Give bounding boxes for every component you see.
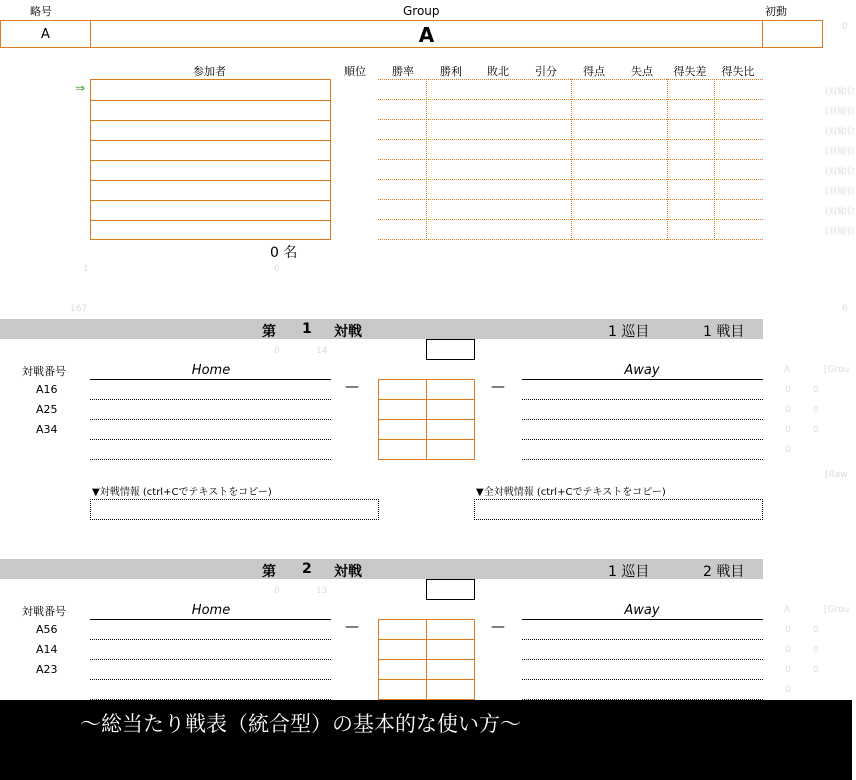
home-slot[interactable] [90, 399, 331, 400]
home-slot[interactable] [90, 419, 331, 420]
score-grid [378, 379, 475, 460]
match-header [0, 559, 763, 579]
faint-side: (対順位 [825, 227, 856, 237]
faint-num: 0 [842, 22, 848, 32]
faint-num: 1 [83, 264, 89, 274]
participant-slot[interactable] [91, 220, 330, 240]
match-code: A16 [36, 383, 58, 396]
faint-side: (対順位 [825, 147, 856, 157]
away-label: Away [624, 603, 660, 618]
match-no-label: 対戦番号 [22, 365, 66, 378]
faint-num: 0 [785, 645, 791, 655]
faint-num: 0 [785, 445, 791, 455]
match-code: A25 [36, 403, 58, 416]
all-match-info-box[interactable] [474, 499, 763, 520]
match-count-text: 1 戦目 [703, 324, 745, 340]
home-slot[interactable] [90, 639, 331, 640]
participants-title: 参加者 [193, 65, 226, 78]
participant-count: 0 名 [270, 245, 298, 261]
away-slot[interactable] [522, 439, 763, 440]
col-wins: 勝利 [440, 65, 462, 78]
participant-slot[interactable] [91, 180, 330, 201]
home-label: Home [191, 603, 231, 618]
faint-num: 0 [785, 625, 791, 635]
group-label: Group [403, 4, 440, 18]
match-header [0, 319, 763, 339]
match-status-cell[interactable] [426, 579, 475, 600]
faint-num: 0 [274, 586, 280, 596]
home-slot[interactable] [90, 459, 331, 460]
away-slot[interactable] [522, 399, 763, 400]
faint-letter: A [784, 605, 791, 615]
participant-slot[interactable] [91, 200, 330, 221]
match-no-label: 対戦番号 [22, 605, 66, 618]
faint-num: 0 [813, 665, 819, 675]
faint-side: (対順位 [825, 87, 856, 97]
faint-side: (対順位 [825, 187, 856, 197]
participant-slot[interactable] [91, 140, 330, 161]
vs-dash: — [345, 379, 359, 395]
col-ratio: 得失比 [721, 65, 755, 78]
pointer-arrow-icon: ⇒ [75, 81, 86, 95]
faint-side: (対順位 [825, 107, 856, 117]
faint-num: 13 [316, 586, 328, 596]
faint-num: 0 [813, 625, 819, 635]
away-label: Away [624, 363, 660, 378]
faint-num: 0 [813, 425, 819, 435]
faint-num: 6 [842, 304, 848, 314]
home-label: Home [191, 363, 231, 378]
score-grid [378, 619, 475, 700]
abbr-cell[interactable] [0, 20, 91, 48]
match-count-text: 2 戦目 [703, 564, 745, 580]
col-points-against: 失点 [631, 65, 653, 78]
initial-label: 初動 [765, 5, 787, 18]
match-suffix: 対戦 [334, 564, 362, 580]
all-match-info-label: ▼全対戦情報 (ctrl+Cでテキストをコピー) [476, 487, 666, 498]
round-text: 1 巡目 [608, 564, 650, 580]
faint-num: 0 [785, 385, 791, 395]
home-slot[interactable] [90, 439, 331, 440]
faint-num: 167 [70, 304, 88, 314]
faint-num: 14 [316, 346, 328, 356]
match-code: A23 [36, 663, 58, 676]
match-number: 1 [302, 321, 312, 337]
col-diff: 得失差 [673, 65, 707, 78]
match-info-box[interactable] [90, 499, 379, 520]
match-code: A14 [36, 643, 58, 656]
faint-side: (対順位 [825, 207, 856, 217]
round-text: 1 巡目 [608, 324, 650, 340]
faint-side: (対順位 [825, 127, 856, 137]
home-slot[interactable] [90, 679, 331, 680]
away-slot[interactable] [522, 419, 763, 420]
faint-grou: [Grou [824, 365, 850, 375]
match-prefix: 第 [262, 324, 276, 340]
vs-dash: — [491, 619, 505, 635]
participant-slot[interactable] [91, 80, 330, 101]
col-win-rate: 勝率 [392, 65, 414, 78]
group-value: A [418, 23, 435, 47]
match-suffix: 対戦 [334, 324, 362, 340]
faint-num: 0 [785, 425, 791, 435]
abbr-value: A [41, 27, 50, 42]
initial-cell[interactable] [762, 20, 823, 48]
faint-num: 0 [274, 346, 280, 356]
faint-side: (対順位 [825, 167, 856, 177]
participant-slot[interactable] [91, 160, 330, 181]
match-prefix: 第 [262, 564, 276, 580]
faint-num: 0 [813, 385, 819, 395]
home-slot[interactable] [90, 659, 331, 660]
group-cell[interactable] [90, 20, 763, 48]
match-info-label: ▼対戦情報 (ctrl+Cでテキストをコピー) [92, 487, 272, 498]
vs-dash: — [345, 619, 359, 635]
faint-num: 0 [813, 405, 819, 415]
vs-dash: — [491, 379, 505, 395]
away-slot[interactable] [522, 659, 763, 660]
col-points-for: 得点 [583, 65, 605, 78]
faint-num: 0 [785, 685, 791, 695]
faint-num: 0 [785, 665, 791, 675]
abbr-label: 略号 [30, 5, 52, 18]
away-slot[interactable] [522, 639, 763, 640]
match-code: A56 [36, 623, 58, 636]
match-status-cell[interactable] [426, 339, 475, 360]
standings-grid [378, 79, 763, 240]
participants-list [90, 79, 331, 240]
faint-num: 0 [813, 645, 819, 655]
faint-grou: [Grou [824, 605, 850, 615]
participant-slot[interactable] [91, 120, 330, 141]
caption-text: ～総当たり戦表（統合型）の基本的な使い方～ [80, 712, 521, 736]
away-slot[interactable] [522, 459, 763, 460]
participant-slot[interactable] [91, 100, 330, 121]
match-number: 2 [302, 561, 312, 577]
faint-raw: [Raw [825, 470, 848, 480]
faint-letter: A [784, 365, 791, 375]
away-slot[interactable] [522, 679, 763, 680]
col-rank: 順位 [344, 65, 366, 78]
faint-num: 0 [274, 264, 280, 274]
col-losses: 敗北 [487, 65, 509, 78]
match-code: A34 [36, 423, 58, 436]
col-draws: 引分 [535, 65, 557, 78]
faint-num: 0 [785, 405, 791, 415]
caption-bar [0, 700, 852, 780]
